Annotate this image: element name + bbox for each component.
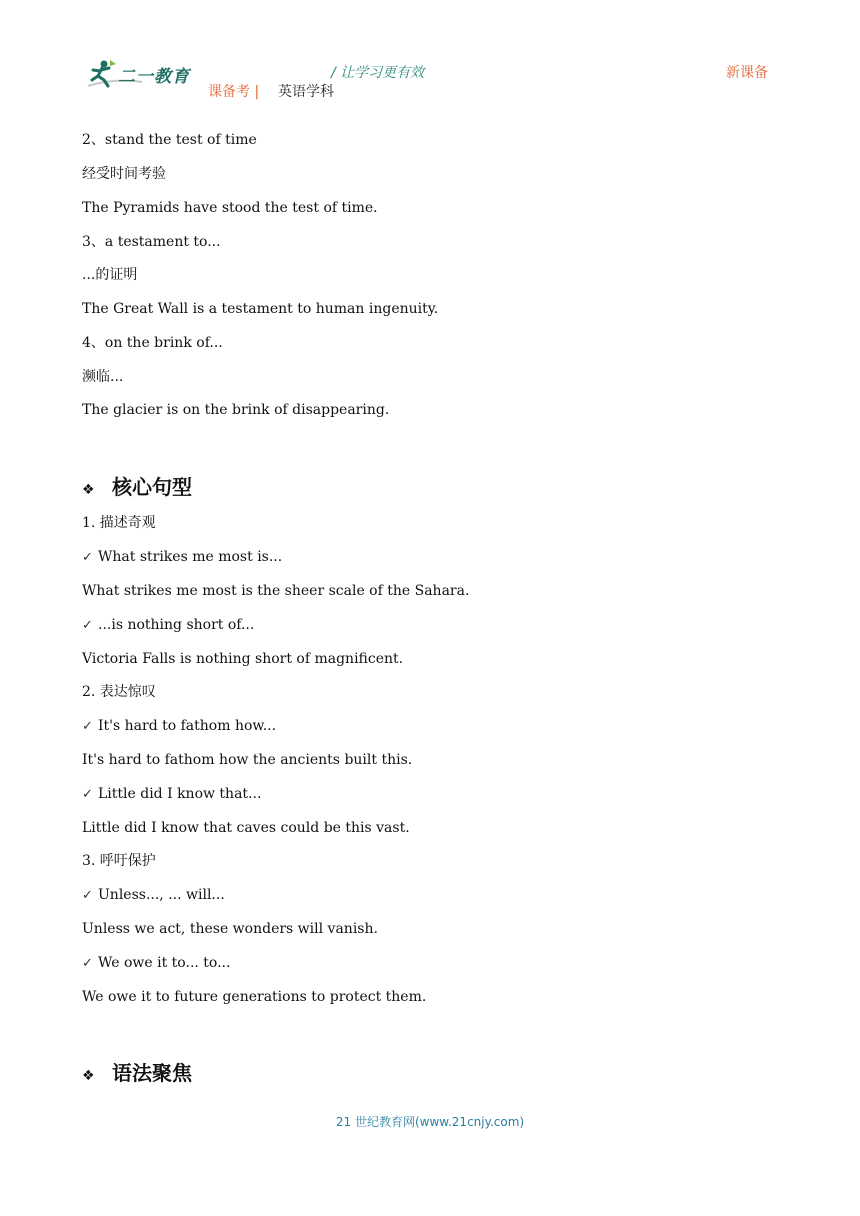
section-heading-core (82, 471, 192, 500)
pattern-text: What strikes me most is... (98, 549, 283, 565)
header-corner-label: 新课备 (726, 65, 768, 81)
logo-text: 二一教育 (118, 67, 190, 87)
pattern-text: We owe it to... to... (98, 955, 231, 971)
phrase-heading: 2、stand the test of time (82, 132, 257, 148)
phrase-example: The glacier is on the brink of disappearing. (82, 402, 390, 418)
pattern-item (82, 954, 230, 973)
pattern-example: Victoria Falls is nothing short of magnificent. (82, 651, 404, 667)
pattern-example: We owe it to future generations to protect them. (82, 989, 427, 1005)
check-icon: ✓ (82, 618, 93, 633)
check-icon: ✓ (82, 956, 93, 971)
phrase-meaning: ...的证明 (82, 267, 138, 283)
pattern-example: Unless we act, these wonders will vanish. (82, 921, 378, 937)
pattern-item (82, 886, 225, 905)
section-title: 核心句型 (112, 475, 192, 499)
phrase-example: The Pyramids have stood the test of time. (82, 200, 378, 216)
phrase-example: The Great Wall is a testament to human ingenuity. (82, 301, 439, 317)
pattern-text: Little did I know that... (98, 786, 262, 802)
pattern-item (82, 616, 254, 635)
section-title: 语法聚焦 (112, 1061, 192, 1085)
pattern-example: What strikes me most is the sheer scale of the Sahara. (82, 583, 470, 599)
phrase-heading: 3、a testament to... (82, 234, 221, 250)
phrase-heading: 4、on the brink of... (82, 335, 223, 351)
section-heading-grammar (82, 1057, 192, 1086)
pattern-item (82, 548, 282, 567)
pattern-group-title: 3. 呼吁保护 (82, 853, 156, 869)
pattern-group-title: 1. 描述奇观 (82, 515, 156, 531)
diamond-bullet-icon: ❖ (82, 482, 95, 498)
diamond-bullet-icon: ❖ (82, 1068, 95, 1084)
pattern-example: It's hard to fathom how the ancients built this. (82, 752, 413, 768)
page-footer: 21 世纪教育网(www.21cnjy.com) (335, 1115, 525, 1129)
check-icon: ✓ (82, 719, 93, 734)
pattern-item (82, 785, 261, 804)
pattern-text: ...is nothing short of... (98, 617, 255, 633)
check-icon: ✓ (82, 787, 93, 802)
pattern-example: Little did I know that caves could be this vast. (82, 820, 410, 836)
header-subtitle-left: 课备考 | (208, 84, 260, 100)
phrase-meaning: 经受时间考验 (82, 166, 166, 182)
pattern-group-title: 2. 表达惊叹 (82, 684, 156, 700)
pattern-text: It's hard to fathom how... (98, 718, 277, 734)
header-subject: 英语学科 (278, 84, 334, 100)
check-icon: ✓ (82, 888, 93, 903)
check-icon: ✓ (82, 550, 93, 565)
pattern-text: Unless..., ... will... (98, 887, 225, 903)
phrase-meaning: 濒临... (82, 369, 124, 385)
header-slogan: / 让学习更有效 (331, 65, 425, 81)
pattern-item (82, 717, 276, 736)
